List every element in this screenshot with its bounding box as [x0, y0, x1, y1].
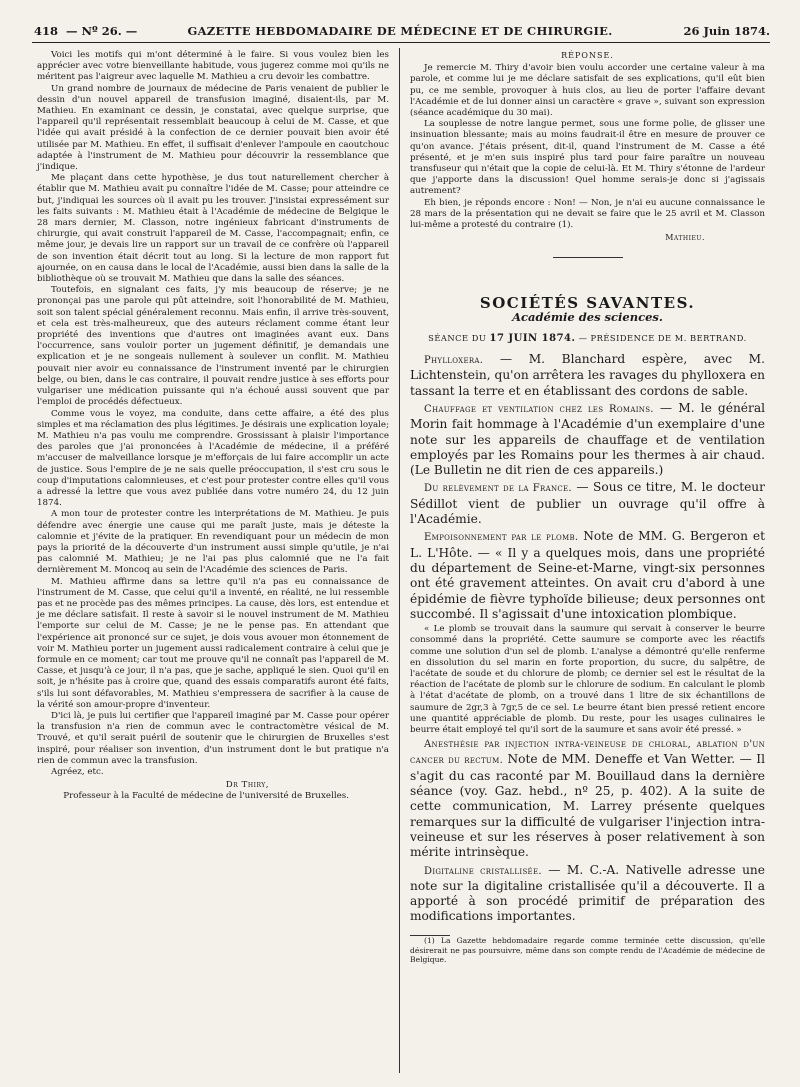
seance-line: SÉANCE DU 17 JUIN 1874. — PRÉSIDENCE DE M. BERTRAND.: [428, 332, 747, 344]
page-header: [30, 24, 770, 42]
signature: [37, 780, 389, 802]
column-divider: [399, 48, 400, 1073]
paragraph: Je remercie M. Thiry d'avoir bien voulu accorder une certaine valeur à ma parole, et comme lui je me déclare satisfait de ses explications, qu'il eût bien pu, ce me semble, provoquer à huis clos, au lieu de porter l'affaire devant l'Académie et de lui donner ainsi un caractère « grave », suivant son expression (séance académique du 30 mai).: [410, 63, 765, 119]
session-item: Anesthésie par injection intra-veineuse de chloral, ablation d'un cancer du rectum. Note de MM. Deneffe et Van Wetter. — Il s'agit du cas raconté par M. Bouillaud dans la dernière séance (voy. Gaz. hebd., nº 25, p. 402). A la suite de cette communication, M. Larrey présente quelques remarques sur la difficulté de vulgariser l'injection intra-veineuse et sur les réserves à poser relativement à son mérite intrinsèque.: [410, 739, 765, 860]
session-items-2: [410, 736, 765, 925]
paragraph: M. Mathieu affirme dans sa lettre qu'il n'a pas eu connaissance de l'instrument de M. Casse, que celui qu'il a inventé, en réalité, ne lui ressemble pas et ne procède pas des mêmes principes. La cause, dès lors, est entendue et je me déclare satisfait. Il reste à savoir si le nouvel instrument de M. Mathieu l'emporte sur celui de M. Casse; je ne le pense pas. En attendant que l'expérience ait prononcé sur ce sujet, je dois vous avouer mon étonnement de voir M. Mathieu porter un jugement aussi radicalement contraire à celui que je formule en ce moment; car tout me prouve qu'il ne connaît pas l'appareil de M. Casse, et jusqu'à ce jour, il n'a pas, que je sache, appliqué le sien. Quoi qu'il en soit, je n'hésite pas à croire que, quand des essais comparatifs auront été faits, s'ils lui sont défavorables, M. Mathieu s'empressera de sacrifier à la cause de la vérité son amour-propre d'inventeur.: [37, 576, 389, 710]
paragraph: Me plaçant dans cette hypothèse, je dus tout naturellement chercher à établir que M. Mathieu avait pu connaître l'idée de M. Casse; pour atteindre ce but, j'indiquai les sources où il avait pu les trouver. J'insistai expressément sur les faits suivants : M. Mathieu était à l'Académie de médecine de Belgique le 28 mars dernier, M. Classon, notre ingénieux fabricant d'instruments de chirurgie, qui avait construit l'appareil de M. Casse, l'accompagnait; enfin, ce même jour, je devais lire un rapport sur un travail de ce confrère où l'appareil de son invention était décrit tout au long. Si la lecture de mon rapport fut ajournée, on en causa dans le local de l'Académie, aussi bien dans la salle de la bibliothèque où se trouvait M. Mathieu que dans la salle des séances.: [37, 173, 389, 285]
session-item: Empoisonnement par le plomb. Note de MM. G. Bergeron et L. L'Hôte. — « Il y a quelques mois, dans une propriété du département de Seine-et-Marne, vingt-six personnes ont été gravement atteintes. On avait cru d'abord à une épidémie de fièvre typhoïde bilieuse; deux personnes ont succombé. Il s'agissait d'une intoxication plombique.: [410, 529, 765, 621]
session-item: Chauffage et ventilation chez les Romains. — M. le général Morin fait hommage à l'Académie d'un exemplaire d'une note sur les appareils de chauffage et de ventilation employés par les Romains pour les thermes à air chaud. (Le Bulletin ne dit rien de ces appareils.): [410, 400, 765, 478]
section-rule: [553, 257, 623, 258]
issue-date: 26 Juin 1874.: [683, 24, 770, 38]
session-item: Digitaline cristallisée. — M. C.-A. Nativelle adresse une note sur la digitaline cristallisée qu'il a découverte. Il a apporté à son procédé primitif de préparation des modifications importantes.: [410, 862, 765, 924]
signature-name: Dr Thiry,: [225, 780, 269, 791]
quoted-note: « Le plomb se trouvait dans la saumure qui servait à conserver le beurre consommé dans la propriété. Cette saumure se comporte avec les réactifs comme une solution d'un sel de plomb. L'analyse a démontré qu'elle renferme en dissolution du sel marin en forte proportion, du sucre, du salpêtre, de l'acétate de soude et du chlorure de plomb; ce dernier sel est le résultat de la réaction de l'acétate de plomb sur le chlorure de sodium. En calculant le plomb à l'état d'acétate de plomb, on a trouvé dans 1 litre de six échantillons de saumure de 2gr,3 à 7gr,5 de ce sel. Le beurre étant bien pressé retient encore une quantité appréciable de plomb. Du reste, pour les usages culinaires le beurre était employé tel qu'il sort de la saumure et sans avoir été pressé. »: [410, 624, 765, 735]
session-item: Phylloxera. — M. Blanchard espère, avec M. Lichtenstein, qu'on arrêtera les ravages du phylloxera en tassant la terre et en établissant des cordons de sable.: [410, 352, 765, 398]
right-column: [410, 50, 765, 965]
paragraph: Comme vous le voyez, ma conduite, dans cette affaire, a été des plus simples et ma réclamation des plus légitimes. Je désirais une explication loyale; M. Mathieu n'a pas voulu me comprendre. Grossissant à plaisir l'importance des paroles que j'ai prononcées à l'Académie de médecine, il a préféré m'accuser de malveillance lorsque je m'efforçais de lui faire accomplir un acte de justice. Sous l'empire de je ne sais quelle préoccupation, il s'est cru sous le coup d'imputations calomnieuses, et c'est pour protester contre elles qu'il vous a adressé la lettre que vous avez publiée dans votre numéro 24, du 12 juin 1874.: [37, 408, 389, 509]
session-item: Du relèvement de la France. — Sous ce titre, M. le docteur Sédillot vient de publier un ouvrage qu'il offre à l'Académie.: [410, 480, 765, 527]
closing: Agréez, etc.: [51, 767, 104, 777]
reponse-signature: Mathieu.: [665, 233, 705, 243]
session-items: [410, 352, 765, 622]
paragraph: Eh bien, je réponds encore : Non! — Non, je n'ai eu aucune connaissance le 28 mars de la présentation qui ne devait se faire que le 25 avril et M. Classon lui-même a protesté du contraire (1).: [410, 197, 765, 231]
signature-role: Professeur à la Faculté de médecine de l'université de Bruxelles.: [63, 791, 349, 802]
reponse-heading: RÉPONSE.: [561, 51, 614, 60]
paragraph: La souplesse de notre langue permet, sous une forme polie, de glisser une insinuation blessante; mais au moins faudrait-il être en mesure de prouver ce qu'on avance. J'étais présent, dit-il, quand l'instrument de M. Casse a été présenté, et je m'en suis inspiré plus tard pour faire paraître un nouveau transfuseur qui n'était que la copie de celui-là. Et M. Thiry s'étonne de l'ardeur que j'apporte dans la discussion! Quel homme serais-je donc si j'agissais autrement?: [410, 119, 765, 197]
left-column: [37, 50, 389, 803]
paragraph: Toutefois, en signalant ces faits, j'y mis beaucoup de réserve; je ne prononçai pas une parole qui pût atteindre, soit l'honorabilité de M. Mathieu, soit son talent spécial généralement reconnu. Mais enfin, il arrive très-souvent, et cela est très-malheureux, que des auteurs réclament comme étant leur propriété des inventions que d'autres ont imaginées avant eux. Dans l'occurrence, sans vouloir porter un jugement définitif, je demandais une explication et je ne songeais nullement à soulever un conflit. M. Mathieu pouvait nier avoir eu connaissance de l'instrument inventé par le chirurgien belge, ou bien, dans le cas contraire, il pouvait rendre justice à ses efforts pour vulgariser une médication puissante qui n'a échoué aussi souvent que par l'emploi de procédés défectueux.: [37, 285, 389, 408]
page-number: 418 — Nº 26. —: [34, 24, 138, 38]
section-title: SOCIÉTÉS SAVANTES.: [479, 294, 696, 313]
journal-title: GAZETTE HEBDOMADAIRE DE MÉDECINE ET DE CHIRURGIE.: [187, 24, 613, 38]
paragraph: D'ici là, je puis lui certifier que l'appareil imaginé par M. Casse pour opérer la transfusion n'a rien de commun avec le contractomètre vésical de M. Trouvé, et qu'il serait puéril de soutenir que le chirurgien de Bruxelles s'est inspiré, pour réaliser son invention, d'un instrument dont le but pratique n'a rien de commun avec la transfusion.: [37, 710, 389, 766]
paragraph: Un grand nombre de journaux de médecine de Paris venaient de publier le dessin d'un nouvel appareil de transfusion imaginé, disaient-ils, par M. Mathieu. En examinant ce dessin, je constatai, avec quelque surprise, que l'appareil qu'il représentait ressemblait beaucoup à celui de M. Casse, et que l'idée qui avait présidé à la confection de ce dernier pouvait bien avoir été utilisée par M. Mathieu. En effet, il suffisait d'enlever l'ampoule en caoutchouc adaptée à l'instrument de M. Mathieu pour découvrir la ressemblance que j'indique.: [37, 83, 389, 173]
header-rule: [32, 42, 770, 43]
paragraph: Voici les motifs qui m'ont déterminé à le faire. Si vous voulez bien les apprécier avec votre bienveillante habitude, vous jugerez comme moi qu'ils ne méritent pas l'aigreur avec laquelle M. Mathieu a cru devoir les combattre.: [37, 50, 389, 83]
footnote: (1) La Gazette hebdomadaire regarde comme terminée cette discussion, qu'elle désirerait ne pas poursuivre, même dans son compte rendu de l'Académie de médecine de Belgique.: [410, 935, 765, 965]
section-subtitle: Académie des sciences.: [512, 309, 663, 324]
paragraph: A mon tour de protester contre les interprétations de M. Mathieu. Je puis défendre avec énergie une cause qui me paraît juste, mais je déteste la calomnie et j'évite de la pratiquer. En revendiquant pour un médecin de mon pays la priorité de la découverte d'un instrument aussi simple qu'utile, je n'ai pas calomnié M. Mathieu; je ne l'ai pas plus calomnié que ne l'a fait dernièrement M. Moncoq au sein de l'Académie des sciences de Paris.: [37, 509, 389, 576]
